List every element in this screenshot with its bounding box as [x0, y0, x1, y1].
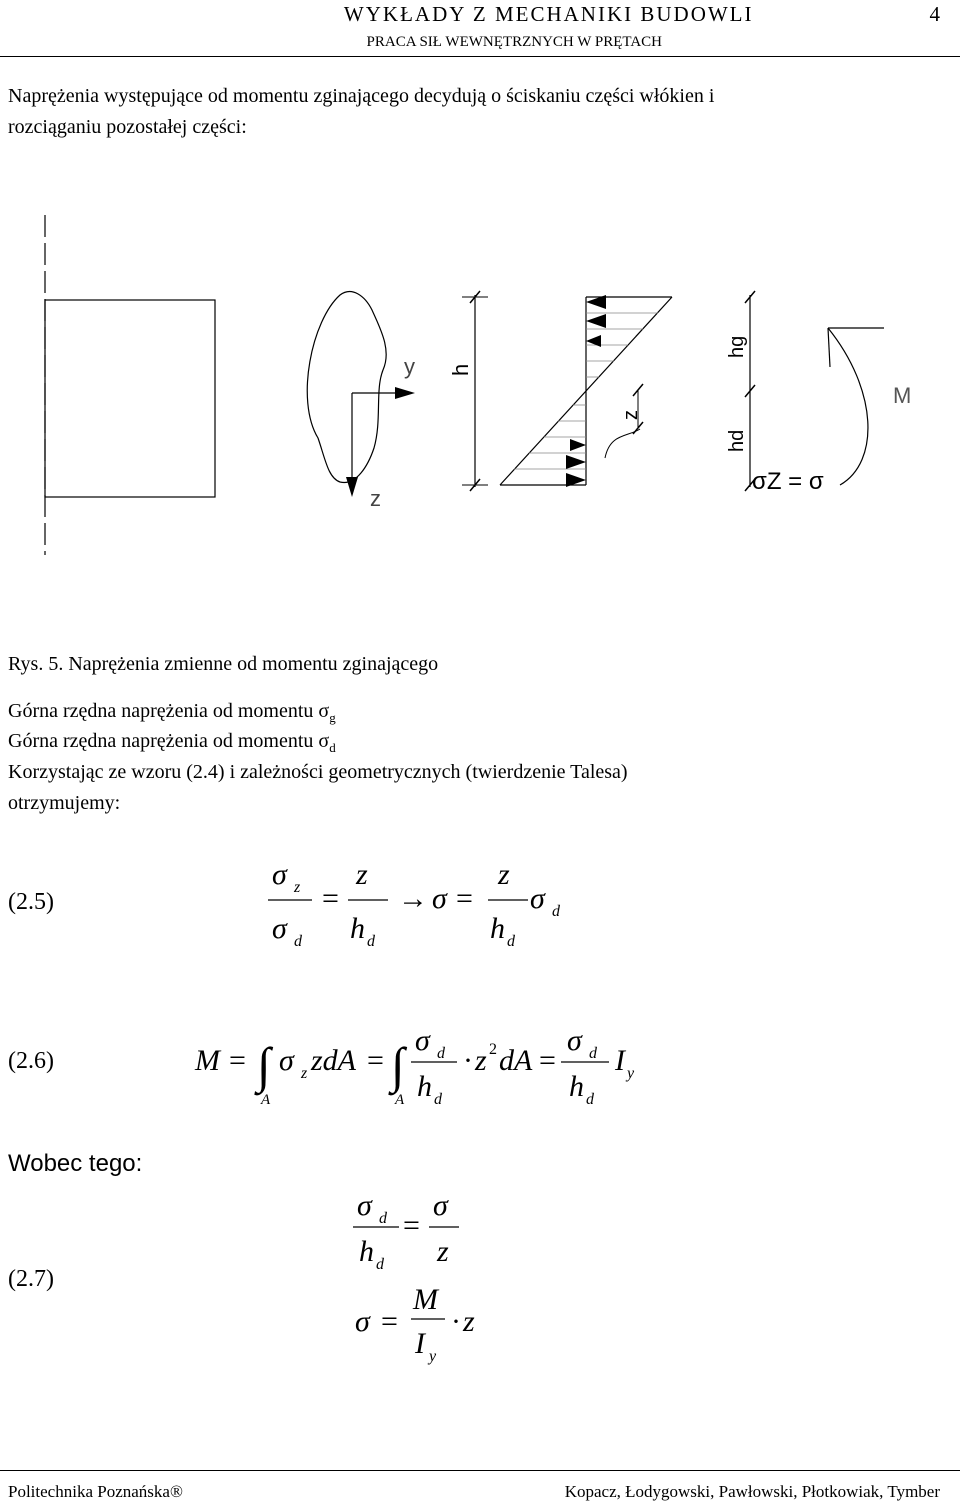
- section-outline: [307, 292, 386, 483]
- svg-text:2: 2: [489, 1041, 497, 1058]
- svg-text:h: h: [569, 1070, 584, 1103]
- svg-text:σ: σ: [272, 858, 287, 891]
- label-z: z: [370, 486, 381, 511]
- svg-text:A: A: [395, 1092, 405, 1108]
- svg-text:=: =: [403, 1209, 420, 1242]
- svg-text:zdA: zdA: [311, 1044, 356, 1077]
- svg-text:z: z: [294, 879, 301, 896]
- bending-stress-figure: [0, 200, 960, 580]
- equation-number-2-6: (2.6): [8, 1048, 54, 1074]
- label-M: M: [893, 383, 912, 408]
- svg-text:z: z: [301, 1065, 308, 1082]
- svg-text:·: ·: [451, 1305, 461, 1338]
- svg-text:h: h: [417, 1070, 432, 1103]
- svg-text:σ: σ: [357, 1189, 372, 1222]
- svg-text:d: d: [552, 903, 560, 920]
- moment-arc: [828, 328, 868, 485]
- text-line-1-main: Górna rzędna naprężenia od momentu σ: [8, 700, 330, 722]
- svg-text:h: h: [490, 912, 505, 945]
- svg-text:M: M: [413, 1283, 438, 1316]
- svg-text:=: =: [456, 882, 473, 915]
- intro-line-1: Naprężenia występujące od momentu zginającego decydują o ściskaniu części włókien i: [8, 85, 715, 107]
- svg-text:·: ·: [463, 1044, 473, 1077]
- footer-left: Politechnika Poznańska®: [8, 1482, 183, 1501]
- label-hd: hd: [726, 429, 748, 452]
- figure-caption: Rys. 5. Naprężenia zmienne od momentu zginającego: [8, 653, 439, 675]
- equation-number-2-5: (2.5): [8, 889, 54, 915]
- svg-text:z: z: [475, 1044, 487, 1077]
- header-title-text: WYKŁADY Z MECHANIKI BUDOWLI: [343, 2, 754, 26]
- header-divider: [0, 56, 960, 57]
- text-line-2: [8, 727, 336, 762]
- intro-line-2: rozciąganiu pozostałej części:: [8, 116, 247, 138]
- svg-text:=: =: [539, 1044, 556, 1077]
- svg-text:y: y: [627, 1065, 635, 1082]
- wobec-tego-label: Wobec tego:: [8, 1150, 143, 1177]
- svg-text:I: I: [615, 1044, 625, 1077]
- svg-text:z: z: [437, 1235, 449, 1268]
- svg-text:σ: σ: [272, 912, 287, 945]
- svg-text:→: →: [398, 882, 428, 915]
- svg-text:h: h: [350, 912, 365, 945]
- text-line-1-sub: g: [329, 710, 336, 725]
- header-title: [344, 2, 940, 27]
- text-line-4: otrzymujemy:: [8, 792, 121, 814]
- y-axis-arrow: [395, 387, 415, 399]
- svg-text:=: =: [229, 1044, 246, 1077]
- svg-text:∫: ∫: [257, 1037, 271, 1093]
- svg-text:d: d: [586, 1091, 594, 1108]
- svg-text:d: d: [589, 1045, 597, 1062]
- page-number: 4: [929, 2, 940, 26]
- footer-divider: [0, 1470, 960, 1471]
- svg-text:σ: σ: [530, 882, 545, 915]
- svg-text:d: d: [376, 1256, 384, 1273]
- svg-text:z: z: [463, 1305, 475, 1338]
- svg-text:=: =: [322, 882, 339, 915]
- equation-number-2-7: (2.7): [8, 1266, 54, 1292]
- svg-text:d: d: [379, 1210, 387, 1227]
- svg-text:σ: σ: [433, 1189, 448, 1222]
- svg-text:M: M: [195, 1044, 220, 1077]
- svg-text:I: I: [415, 1327, 425, 1360]
- svg-text:A: A: [261, 1092, 271, 1108]
- svg-text:=: =: [381, 1305, 398, 1338]
- label-sigma: σZ = σ: [752, 468, 824, 495]
- svg-text:d: d: [367, 933, 375, 950]
- text-line-2-main: Górna rzędna naprężenia od momentu σ: [8, 730, 330, 752]
- label-y: y: [404, 354, 415, 379]
- svg-text:d: d: [294, 933, 302, 950]
- svg-text:σ: σ: [279, 1044, 294, 1077]
- svg-text:d: d: [434, 1091, 442, 1108]
- svg-text:y: y: [429, 1348, 437, 1365]
- svg-text:=: =: [367, 1044, 384, 1077]
- svg-text:σ: σ: [415, 1024, 430, 1057]
- svg-text:∫: ∫: [391, 1037, 405, 1093]
- svg-text:d: d: [507, 933, 515, 950]
- svg-text:h: h: [359, 1235, 374, 1268]
- svg-text:z: z: [498, 858, 510, 891]
- header-subtitle: PRACA SIŁ WEWNĘTRZNYCH W PRĘTACH: [366, 34, 662, 50]
- cross-section-rect: [45, 300, 215, 497]
- svg-text:σ: σ: [567, 1024, 582, 1057]
- label-hg: hg: [726, 335, 748, 358]
- z-axis-arrow: [346, 477, 358, 497]
- svg-text:σ: σ: [355, 1305, 370, 1338]
- svg-text:z: z: [356, 858, 368, 891]
- text-line-2-sub: d: [329, 740, 336, 755]
- label-z-dim: z: [620, 410, 642, 420]
- svg-text:d: d: [437, 1045, 445, 1062]
- svg-text:σ: σ: [432, 882, 447, 915]
- text-line-3: Korzystając ze wzoru (2.4) i zależności geometrycznych (twierdzenie Talesa): [8, 761, 628, 783]
- label-h: h: [448, 363, 473, 376]
- svg-text:dA: dA: [499, 1044, 533, 1077]
- footer-right: Kopacz, Łodygowski, Pawłowski, Płotkowiak, Tymber: [564, 1482, 940, 1501]
